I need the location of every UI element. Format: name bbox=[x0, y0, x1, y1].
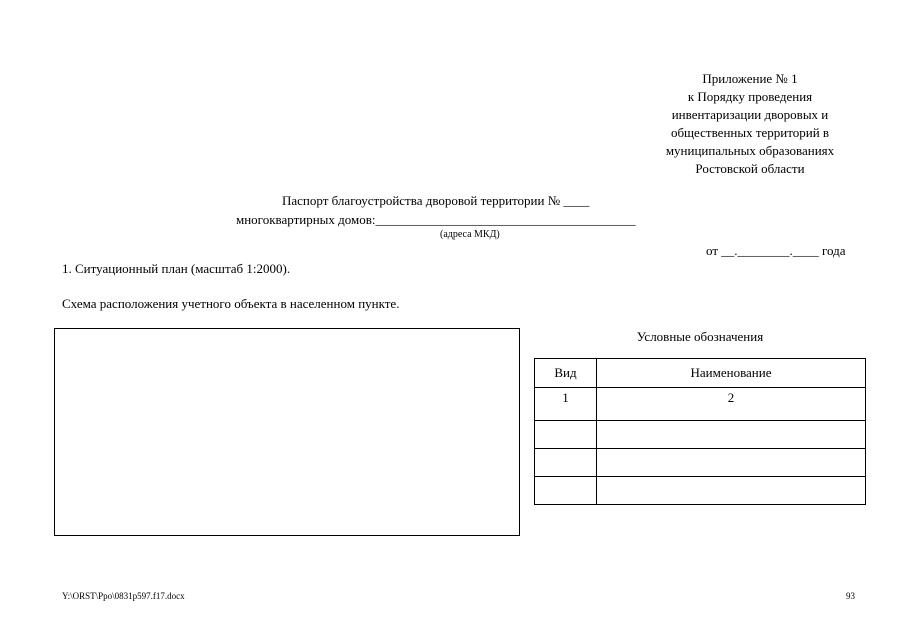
legend-empty-row bbox=[535, 421, 866, 449]
legend-header-row bbox=[535, 359, 866, 388]
legend-table bbox=[534, 358, 866, 505]
page-number: 93 bbox=[846, 591, 855, 601]
address-caption: (адреса МКД) bbox=[440, 229, 500, 240]
scheme-label: Схема расположения учетного объекта в населенном пункте. bbox=[62, 296, 400, 311]
legend-cell[interactable] bbox=[535, 421, 597, 449]
appendix-line: муниципальных образованиях bbox=[665, 143, 835, 158]
legend-cell[interactable] bbox=[535, 449, 597, 477]
footer-file-path: Y:\ORST\Ppo\0831p597.f17.docx bbox=[62, 591, 185, 601]
legend-cell[interactable] bbox=[597, 449, 866, 477]
appendix-line: инвентаризации дворовых и bbox=[671, 107, 829, 122]
legend-cell[interactable] bbox=[597, 477, 866, 505]
legend-cell[interactable] bbox=[597, 421, 866, 449]
date-line: от __.________.____ года bbox=[706, 243, 846, 258]
legend-empty-row bbox=[535, 477, 866, 505]
legend-number-cell: 2 bbox=[597, 388, 866, 421]
passport-subtitle: многоквартирных домов:________________________________________ bbox=[236, 212, 636, 227]
appendix-line: Приложение № 1 bbox=[702, 71, 798, 86]
legend-number-row bbox=[535, 388, 866, 421]
passport-title: Паспорт благоустройства дворовой территории № ____ bbox=[282, 193, 590, 208]
appendix-line: общественных территорий в bbox=[670, 125, 830, 140]
section-heading: 1. Ситуационный план (масштаб 1:2000). bbox=[62, 261, 291, 276]
legend-cell[interactable] bbox=[535, 477, 597, 505]
legend-empty-row bbox=[535, 449, 866, 477]
appendix-header bbox=[640, 70, 860, 178]
appendix-line: Ростовской области bbox=[695, 161, 805, 176]
appendix-line: к Порядку проведения bbox=[687, 89, 813, 104]
situation-plan-box bbox=[54, 328, 520, 536]
legend-header-kind: Вид bbox=[535, 359, 597, 388]
legend-header-name: Наименование bbox=[597, 359, 866, 388]
legend-title: Условные обозначения bbox=[636, 329, 764, 344]
legend-number-cell: 1 bbox=[535, 388, 597, 421]
